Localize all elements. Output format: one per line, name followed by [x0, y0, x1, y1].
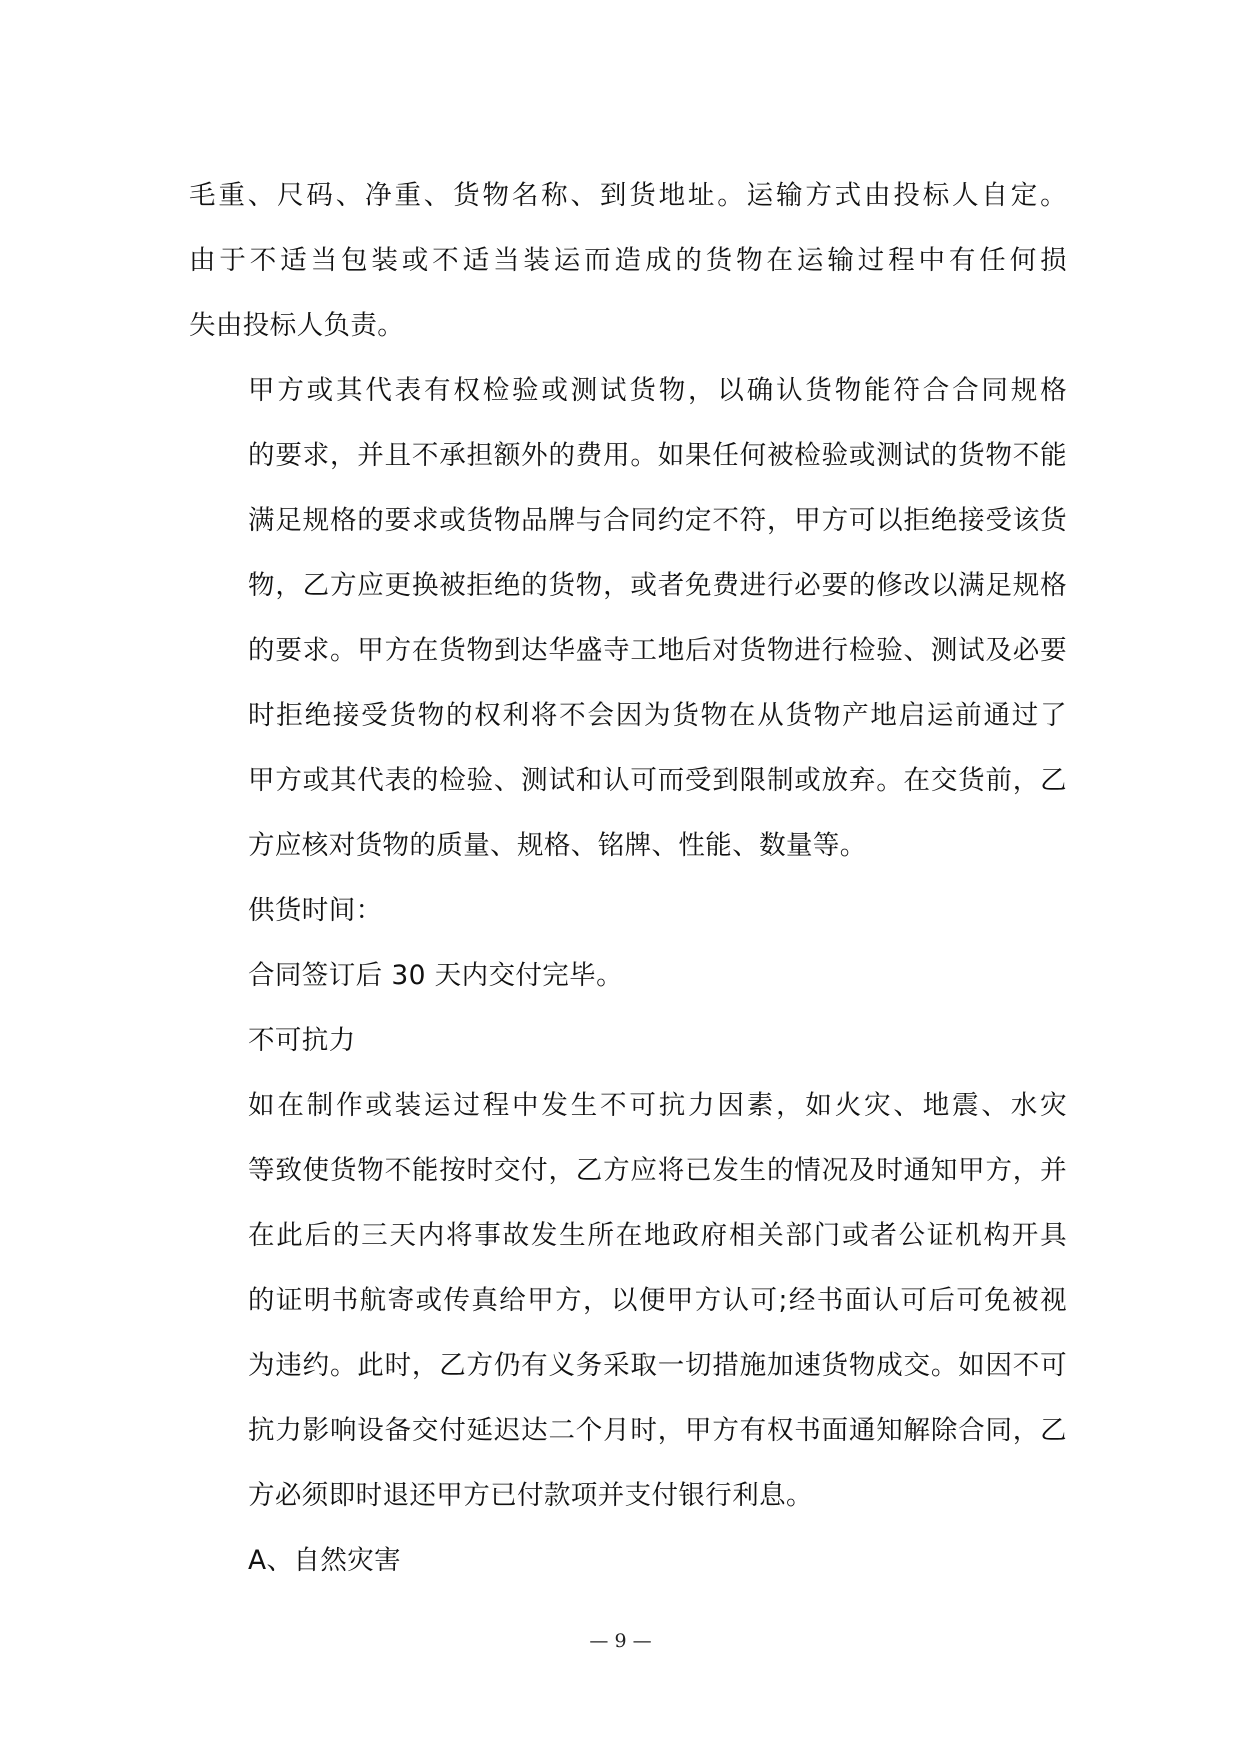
text-line: 等致使货物不能按时交付，乙方应将已发生的情况及时通知甲方，并 [248, 1155, 1067, 1186]
paragraph-delivery-time-heading [189, 878, 1067, 943]
text-line: 的要求，并且不承担额外的费用。如果任何被检验或测试的货物不能 [248, 440, 1067, 471]
text-line: 方必须即时退还甲方已付款项并支付银行利息。 [248, 1480, 813, 1511]
text-line: A、自然灾害 [248, 1545, 402, 1576]
text-line: 毛重、尺码、净重、货物名称、到货地址。运输方式由投标人自定。 [189, 180, 1067, 211]
text-line: 方应核对货物的质量、规格、铭牌、性能、数量等。 [248, 830, 867, 861]
paragraph-inspection [189, 358, 1067, 878]
text-line: 的要求。甲方在货物到达华盛寺工地后对货物进行检验、测试及必要 [248, 635, 1067, 666]
text-line: 抗力影响设备交付延迟达二个月时，甲方有权书面通知解除合同，乙 [248, 1415, 1067, 1446]
paragraph-force-majeure-heading [189, 1008, 1067, 1073]
paragraph-packaging [189, 163, 1067, 358]
text-line: 的证明书航寄或传真给甲方，以便甲方认可;经书面认可后可免被视 [248, 1285, 1067, 1316]
text-line: 在此后的三天内将事故发生所在地政府相关部门或者公证机构开具 [248, 1220, 1067, 1251]
text-line: 为违约。此时，乙方仍有义务采取一切措施加速货物成交。如因不可 [248, 1350, 1067, 1381]
text-line: 由于不适当包装或不适当装运而造成的货物在运输过程中有任何损 [189, 245, 1067, 276]
paragraph-delivery-time [189, 943, 1067, 1008]
page-number: — 9 — [589, 1630, 652, 1652]
text-line: 甲方或其代表的检验、测试和认可而受到限制或放弃。在交货前，乙 [248, 765, 1067, 796]
text-line: 物，乙方应更换被拒绝的货物，或者免费进行必要的修改以满足规格 [248, 570, 1067, 601]
text-line: 失由投标人负责。 [189, 310, 405, 341]
text-line: 合同签订后 30 天内交付完毕。 [248, 960, 623, 991]
text-line: 不可抗力 [248, 1025, 356, 1056]
text-line: 供货时间： [248, 895, 383, 926]
document-body [189, 163, 1067, 1593]
text-line: 满足规格的要求或货物品牌与合同约定不符，甲方可以拒绝接受该货 [248, 505, 1067, 536]
text-line: 如在制作或装运过程中发生不可抗力因素，如火灾、地震、水灾 [248, 1090, 1067, 1121]
text-line: 时拒绝接受货物的权利将不会因为货物在从货物产地启运前通过了 [248, 700, 1067, 731]
paragraph-force-majeure [189, 1073, 1067, 1528]
paragraph-natural-disaster [189, 1528, 1067, 1593]
text-line: 甲方或其代表有权检验或测试货物，以确认货物能符合合同规格 [248, 375, 1067, 406]
